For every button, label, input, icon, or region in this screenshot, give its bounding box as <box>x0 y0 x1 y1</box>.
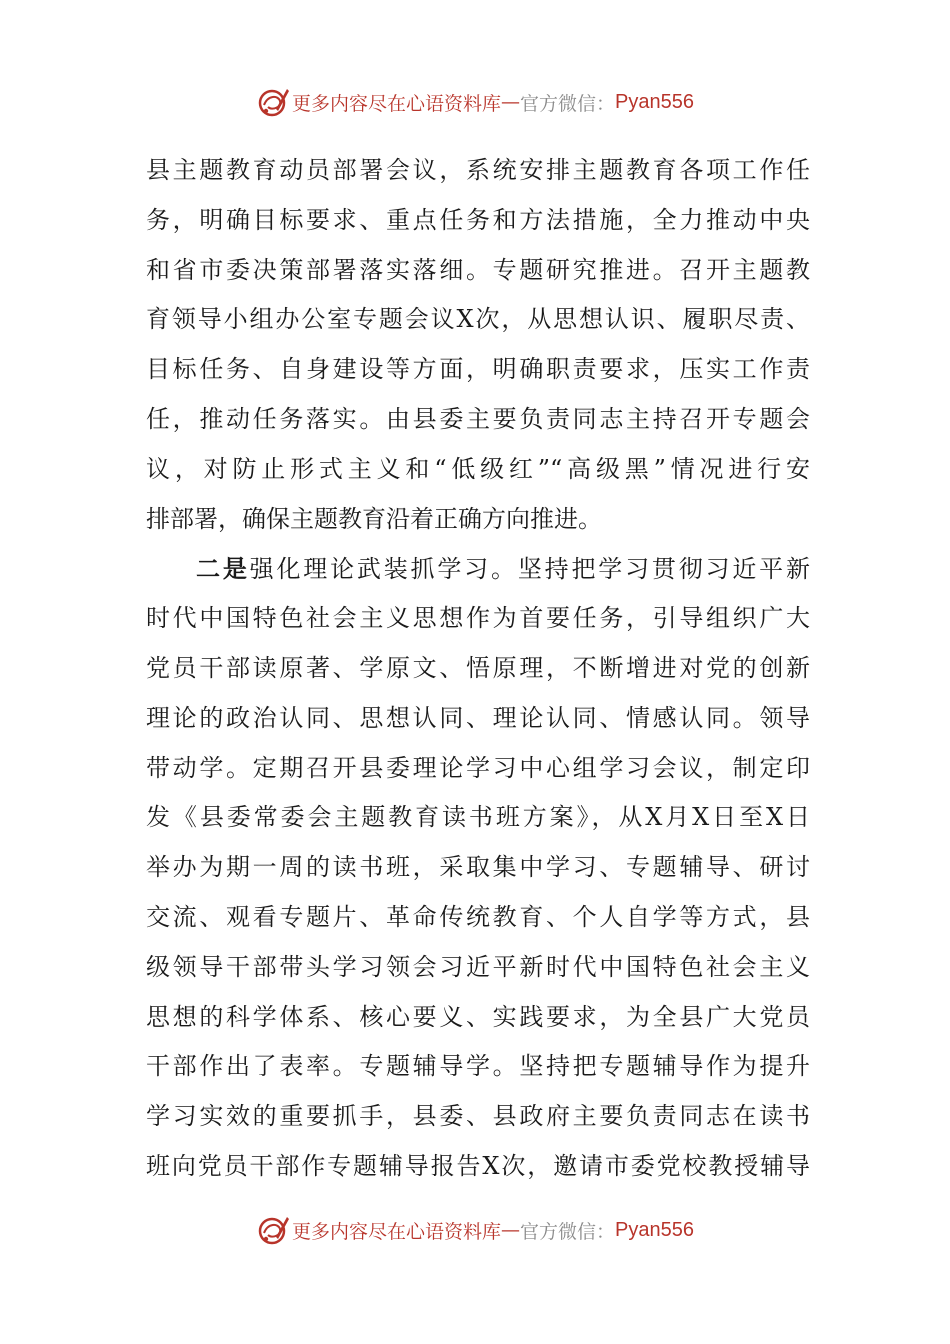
paragraph-1 <box>146 146 810 544</box>
text-line: 县主题教育动员部署会议，系统安排主题教育各项工作任 <box>146 156 810 184</box>
text-line: 理论的政治认同、思想认同、理论认同、情感认同。领导 <box>146 703 810 732</box>
watermark-dash: — <box>501 1219 521 1241</box>
paragraph-lead: 二是 <box>196 554 250 584</box>
paragraph-first-line <box>146 544 810 594</box>
paragraph-2 <box>146 544 810 1191</box>
text-line: 和省市委决策部署落实落细。专题研究推进。召开主题教 <box>146 255 810 284</box>
text-line: 排部署，确保主题教育沿着正确方向推进。 <box>146 504 602 533</box>
text-line: 任，推动任务落实。由县委主要负责同志主持召开专题会 <box>146 404 810 433</box>
watermark-wechat-id: Pyan556 <box>615 1218 694 1241</box>
watermark-dash: — <box>501 91 521 113</box>
text-line: 时代中国特色社会主义思想作为首要任务，引导组织广大 <box>146 604 810 633</box>
text-line: 举办为期一周的读书班，采取集中学习、专题辅导、研讨 <box>146 853 810 882</box>
text-line: 带动学。定期召开县委理论学习中心组学习会议，制定印 <box>146 753 810 782</box>
pen-swirl-logo-icon <box>256 85 290 119</box>
watermark-label: 官方微信： <box>520 1220 616 1243</box>
text-line: 务，明确目标要求、重点任务和方法措施，全力推动中央 <box>146 205 810 234</box>
text-line: 育领导小组办公室专题会议X次，从思想认识、履职尽责、 <box>146 305 810 334</box>
text-line: 思想的科学体系、核心要义、实践要求，为全县广大党员 <box>146 1002 810 1031</box>
document-body <box>146 146 810 1192</box>
text-line: 班向党员干部作专题辅导报告X次，邀请市委党校教授辅导 <box>146 1151 810 1180</box>
text-span: 强化理论武装抓学习。坚持把学习贯彻习近平新 <box>249 555 811 584</box>
watermark-banner-top <box>0 82 950 122</box>
watermark-site-text: 更多内容尽在心语资料库 <box>292 92 502 115</box>
text-line: 干部作出了表率。专题辅导学。坚持把专题辅导作为提升 <box>146 1052 810 1081</box>
text-line: 议，对防止形式主义和“低级红”“高级黑”情况进行安 <box>146 454 810 483</box>
text-line: 发《县委常委会主题教育读书班方案》，从X月X日至X日 <box>146 803 810 832</box>
watermark-site-text: 更多内容尽在心语资料库 <box>292 1220 502 1243</box>
watermark-wechat-id: Pyan556 <box>615 90 694 113</box>
pen-swirl-logo-icon <box>256 1213 290 1247</box>
text-line: 学习实效的重要抓手，县委、县政府主要负责同志在读书 <box>146 1102 810 1131</box>
watermark-banner-bottom <box>0 1210 950 1250</box>
text-line: 级领导干部带头学习领会习近平新时代中国特色社会主义 <box>146 952 810 981</box>
text-line: 目标任务、自身建设等方面，明确职责要求，压实工作责 <box>146 355 810 384</box>
text-line: 交流、观看专题片、革命传统教育、个人自学等方式，县 <box>146 902 810 931</box>
text-line: 党员干部读原著、学原文、悟原理，不断增进对党的创新 <box>146 653 810 682</box>
watermark-label: 官方微信： <box>520 92 616 115</box>
